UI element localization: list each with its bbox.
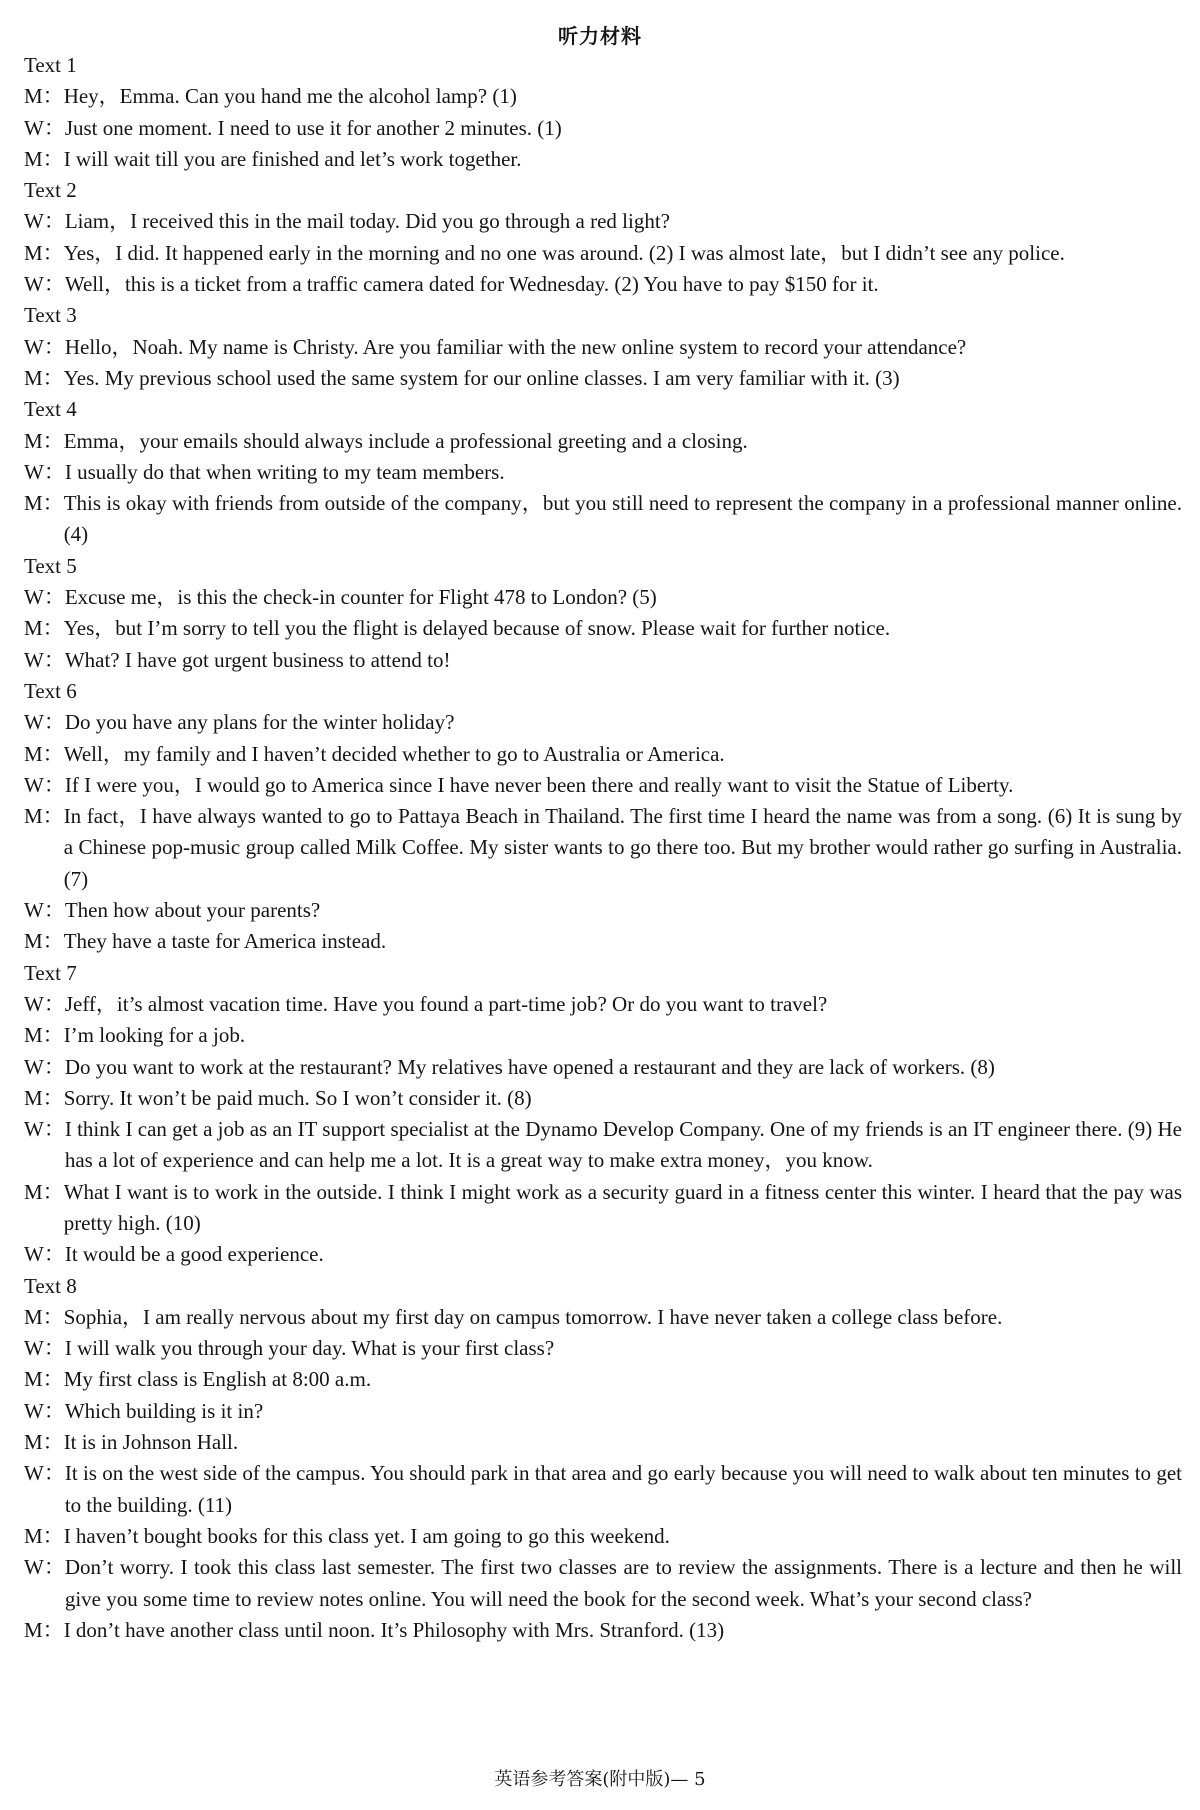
dialogue-line [24, 895, 1182, 926]
dialogue-line [24, 582, 1182, 613]
text-heading: Text 3 [24, 303, 77, 328]
dialogue-line [24, 1521, 1182, 1552]
speaker-label: M： [24, 1023, 64, 1048]
dialogue-line [24, 81, 1182, 112]
speaker-label: W： [24, 209, 65, 234]
text-heading: Text 5 [24, 553, 77, 578]
dialogue-text: It is in Johnson Hall. [63, 1430, 239, 1455]
dialogue-line [24, 1458, 1182, 1521]
speaker-label: W： [24, 1336, 65, 1361]
dialogue-line [24, 457, 1182, 488]
speaker-label: M： [24, 146, 64, 171]
dialogue-line [24, 1083, 1182, 1114]
dialogue-line [24, 989, 1182, 1020]
dialogue-line [24, 113, 1182, 144]
speaker-label: W： [24, 334, 65, 359]
dialogue-text: What I want is to work in the outside. I think I might work as a security guard in a fitness center this winter. I heard that the pay was pretty high. (10) [63, 1179, 1182, 1235]
dialogue-line [24, 206, 1182, 237]
speaker-label: W： [24, 115, 65, 140]
dialogue-line [24, 613, 1182, 644]
dialogue-line [24, 269, 1182, 300]
dialogue-line [24, 1427, 1182, 1458]
text-heading: Text 1 [24, 53, 77, 77]
speaker-label: W： [24, 710, 65, 735]
speaker-label: M： [24, 1523, 64, 1548]
speaker-label: M： [24, 1304, 64, 1329]
dialogue-text: Liam，I received this in the mail today. Did you go through a red light? [64, 209, 670, 234]
dialogue-line [24, 926, 1182, 957]
dialogue-line [24, 488, 1182, 551]
speaker-label: W： [24, 272, 65, 297]
speaker-label: M： [24, 84, 64, 109]
speaker-label: M： [24, 1367, 64, 1392]
speaker-label: W： [24, 459, 65, 484]
dialogue-text: Which building is it in? [64, 1398, 264, 1423]
dialogue-line [24, 770, 1182, 801]
dialogue-line [24, 1239, 1182, 1270]
speaker-label: W： [24, 1555, 65, 1580]
speaker-label: M： [24, 1085, 64, 1110]
dialogue-text: Emma，your emails should always include a professional greeting and a closing. [63, 428, 748, 453]
text-heading: Text 6 [24, 678, 77, 703]
dialogue-text: Just one moment. I need to use it for another 2 minutes. (1) [64, 115, 562, 140]
transcript-body [24, 50, 1182, 1646]
speaker-label: W： [24, 772, 65, 797]
dialogue-line [24, 1552, 1182, 1615]
speaker-label: M： [24, 804, 64, 829]
dialogue-text: I haven’t bought books for this class yet. I am going to go this weekend. [63, 1523, 670, 1548]
speaker-label: W： [24, 1461, 65, 1486]
dialogue-line [24, 1396, 1182, 1427]
speaker-label: M： [24, 428, 64, 453]
dialogue-text: I’m looking for a job. [63, 1023, 246, 1048]
dialogue-text: I will wait till you are finished and let’s work together. [63, 146, 522, 171]
dialogue-text: Do you have any plans for the winter holiday? [64, 710, 455, 735]
dialogue-text: This is okay with friends from outside of the company，but you still need to represent the company in a professional manner online. (4) [63, 491, 1182, 547]
speaker-label: W： [24, 1117, 65, 1142]
speaker-label: W： [24, 1054, 65, 1079]
dialogue-text: Jeff，it’s almost vacation time. Have you found a part-time job? Or do you want to travel? [64, 991, 828, 1016]
page-footer: 英语参考答案(附中版)— 5 [494, 1769, 706, 1790]
dialogue-text: Yes，but I’m sorry to tell you the flight is delayed because of snow. Please wait for further notice. [63, 616, 891, 641]
dialogue-line [24, 1333, 1182, 1364]
dialogue-text: I will walk you through your day. What is your first class? [64, 1336, 555, 1361]
dialogue-text: My first class is English at 8:00 a.m. [63, 1367, 372, 1392]
speaker-label: M： [24, 929, 64, 954]
dialogue-line [24, 707, 1182, 738]
speaker-label: M： [24, 741, 64, 766]
dialogue-line [24, 1114, 1182, 1177]
speaker-label: W： [24, 1398, 65, 1423]
dialogue-text: Well，my family and I haven’t decided whether to go to Australia or America. [63, 741, 725, 766]
dialogue-text: Yes. My previous school used the same system for our online classes. I am very familiar with it. (3) [63, 365, 900, 390]
dialogue-line [24, 1052, 1182, 1083]
text-heading: Text 7 [24, 960, 77, 985]
dialogue-line [24, 1364, 1182, 1395]
speaker-label: M： [24, 365, 64, 390]
dialogue-text: Yes，I did. It happened early in the morning and no one was around. (2) I was almost late，but I didn’t see any police. [63, 240, 1065, 265]
dialogue-text: I usually do that when writing to my team members. [64, 459, 505, 484]
dialogue-text: They have a taste for America instead. [63, 929, 387, 954]
speaker-label: M： [24, 616, 64, 641]
speaker-label: W： [24, 898, 65, 923]
speaker-label: M： [24, 1617, 64, 1642]
dialogue-text: It would be a good experience. [64, 1242, 324, 1267]
dialogue-line [24, 801, 1182, 895]
text-heading: Text 4 [24, 397, 77, 422]
page-title: 听力材料 [558, 24, 642, 48]
speaker-label: W： [24, 647, 65, 672]
dialogue-text: Don’t worry. I took this class last semester. The first two classes are to review the assignments. There is a lecture and then he will give you some time to review notes online. You will need the book for the second week. What’s your second class? [64, 1555, 1182, 1611]
dialogue-text: If I were you，I would go to America since I have never been there and really want to visit the Statue of Liberty. [64, 772, 1014, 797]
speaker-label: W： [24, 585, 65, 610]
dialogue-line [24, 238, 1182, 269]
dialogue-text: Do you want to work at the restaurant? My relatives have opened a restaurant and they are lack of workers. (8) [64, 1054, 995, 1079]
speaker-label: W： [24, 991, 65, 1016]
speaker-label: M： [24, 1430, 64, 1455]
dialogue-text: In fact，I have always wanted to go to Pattaya Beach in Thailand. The first time I heard the name was from a song. (6) It is sung by a Chinese pop-music group called Milk Coffee. My sister wants to go there too. But my brother would rather go surfing in Australia. (7) [63, 804, 1182, 891]
dialogue-text: I don’t have another class until noon. It’s Philosophy with Mrs. Stranford. (13) [63, 1617, 725, 1642]
dialogue-line [24, 739, 1182, 770]
dialogue-text: Sorry. It won’t be paid much. So I won’t consider it. (8) [63, 1085, 532, 1110]
dialogue-line [24, 332, 1182, 363]
dialogue-text: What? I have got urgent business to attend to! [64, 647, 451, 672]
dialogue-text: Sophia，I am really nervous about my first day on campus tomorrow. I have never taken a college class before. [63, 1304, 1003, 1329]
dialogue-line [24, 1177, 1182, 1240]
dialogue-line [24, 645, 1182, 676]
dialogue-line [24, 144, 1182, 175]
dialogue-text: I think I can get a job as an IT support specialist at the Dynamo Develop Company. One of my friends is an IT engineer there. (9) He has a lot of experience and can help me a lot. It is a great way to make extra money，you know. [64, 1117, 1182, 1173]
text-heading: Text 2 [24, 178, 77, 203]
dialogue-text: It is on the west side of the campus. You should park in that area and go early because you will need to walk about ten minutes to get to the building. (11) [64, 1461, 1182, 1517]
dialogue-line [24, 1615, 1182, 1646]
dialogue-line [24, 363, 1182, 394]
dialogue-line [24, 1020, 1182, 1051]
speaker-label: M： [24, 491, 64, 516]
speaker-label: W： [24, 1242, 65, 1267]
speaker-label: M： [24, 240, 64, 265]
speaker-label: M： [24, 1179, 64, 1204]
dialogue-text: Excuse me，is this the check-in counter for Flight 478 to London? (5) [64, 585, 657, 610]
dialogue-line [24, 1302, 1182, 1333]
text-heading: Text 8 [24, 1273, 77, 1298]
dialogue-text: Hello，Noah. My name is Christy. Are you familiar with the new online system to record your attendance? [64, 334, 967, 359]
dialogue-text: Then how about your parents? [64, 898, 321, 923]
dialogue-text: Hey，Emma. Can you hand me the alcohol lamp? (1) [63, 84, 517, 109]
dialogue-line [24, 426, 1182, 457]
dialogue-text: Well，this is a ticket from a traffic camera dated for Wednesday. (2) You have to pay $150 for it. [64, 272, 879, 297]
